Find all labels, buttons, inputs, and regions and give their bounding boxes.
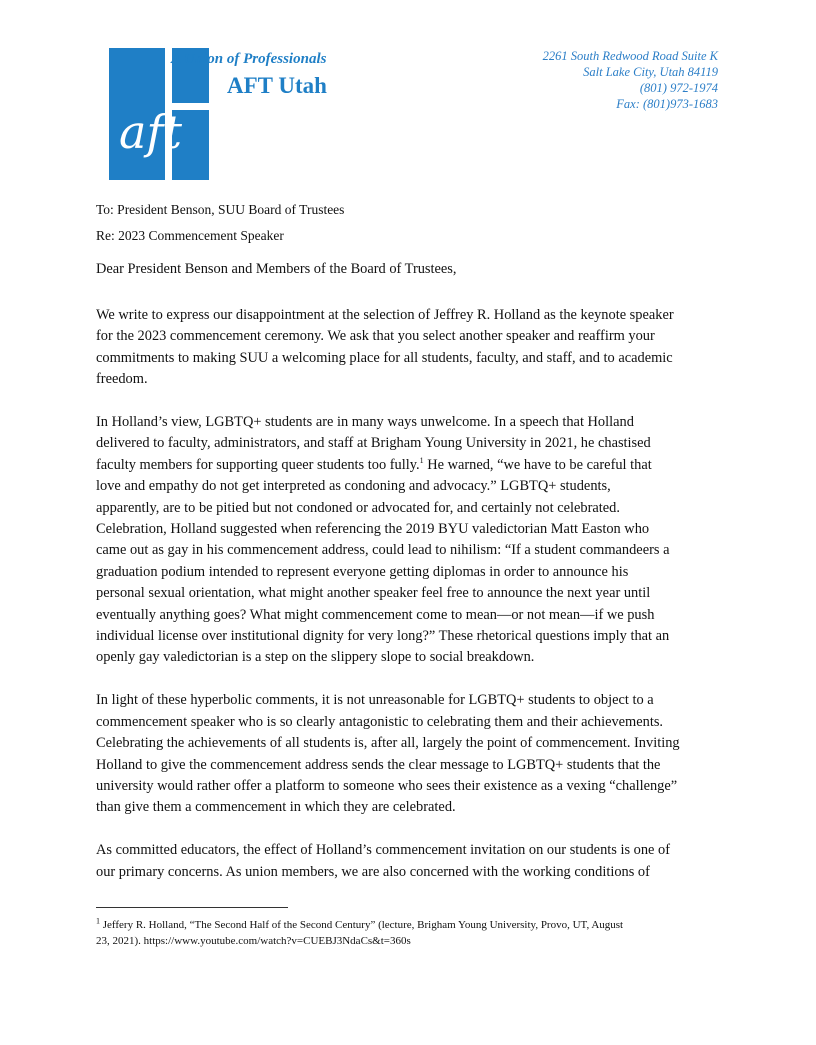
footnote-text: Jeffery R. Holland, “The Second Half of the Second Century” (lecture, Brigham Young University, Provo, UT, August: [100, 919, 624, 931]
paragraph-line: In Holland’s view, LGBTQ+ students are in many ways unwelcome. In a speech that Holland: [96, 414, 634, 431]
logo-mark: aft: [119, 105, 182, 159]
letterhead-address: [543, 48, 718, 112]
paragraph-line: freedom.: [96, 371, 148, 388]
footnote-reference[interactable]: 1: [419, 456, 424, 466]
footnote-marker: 1: [96, 916, 100, 926]
letter-body: [96, 305, 720, 904]
paragraph-line: commencement speaker who is so clearly antagonistic to celebrating them and their achievements.: [96, 713, 664, 730]
paragraph-line: apparently, are to be pitied but not condoned or advocated for, and certainly not celebrated.: [96, 499, 620, 516]
paragraph-line: university would rather offer a platform to someone who sees their existence as a vexing “challenge”: [96, 777, 678, 794]
paragraph-line: came out as gay in his commencement address, could lead to nihilism: “If a student commandeers a: [96, 542, 670, 559]
footnote-url[interactable]: 23, 2021). https://www.youtube.com/watch?v=CUEBJ3NdaCs&t=360s: [96, 934, 411, 947]
paragraph-line: our primary concerns. As union members, we are also concerned with the working conditions of: [96, 863, 650, 880]
line-text: He warned, “we have to be careful that: [423, 456, 652, 473]
paragraph-line: for the 2023 commencement ceremony. We ask that you select another speaker and reaffirm your: [96, 328, 655, 345]
paragraph-line: commitments to making SUU a welcoming place for all students, faculty, and staff, and to academic: [96, 349, 673, 366]
paragraph-line: love and empathy do not get interpreted as condoning and advocacy.” LGBTQ+ students,: [96, 478, 611, 495]
paragraph-4: [96, 840, 720, 883]
address-fax: Fax: (801)973-1683: [616, 97, 718, 111]
paragraph-line: Celebrating the achievements of all students is, after all, largely the point of commencement. Inviting: [96, 735, 680, 752]
logo-org-name: AFT Utah: [227, 73, 327, 98]
paragraph-line: We write to express our disappointment at the selection of Jeffrey R. Holland as the keynote speaker: [96, 307, 674, 323]
paragraph-line: In light of these hyperbolic comments, it is not unreasonable for LGBTQ+ students to object to a: [96, 692, 654, 709]
footnote: [96, 918, 720, 949]
paragraph-line: [96, 455, 720, 476]
paragraph-line: openly gay valedictorian is a step on the slippery slope to social breakdown.: [96, 649, 535, 666]
footnote-line: [96, 934, 720, 950]
paragraph-line: As committed educators, the effect of Holland’s commencement invitation on our students is one of: [96, 842, 671, 859]
paragraph-2: [96, 412, 720, 669]
re-line: Re: 2023 Commencement Speaker: [96, 228, 284, 243]
paragraph-line: delivered to faculty, administrators, and staff at Brigham Young University in 2021, he chastised: [96, 435, 651, 452]
salutation: Dear President Benson and Members of the Board of Trustees,: [96, 261, 457, 277]
paragraph-line: Holland to give the commencement address sends the clear message to LGBTQ+ students that the: [96, 756, 661, 773]
paragraph-line: than give them a commencement in which they are celebrated.: [96, 799, 456, 816]
aft-utah-logo: [109, 48, 349, 180]
footnote-line: [96, 918, 720, 934]
paragraph-line: eventually anything goes? What might commencement come to mean—or not mean—if we push: [96, 606, 655, 623]
address-street: 2261 South Redwood Road Suite K: [542, 49, 718, 63]
footnote-separator: [96, 907, 288, 908]
line-text: faculty members for supporting queer students too fully.: [96, 456, 420, 473]
address-city: Salt Lake City, Utah 84119: [583, 65, 718, 79]
address-phone: (801) 972-1974: [639, 81, 718, 95]
paragraph-line: graduation podium intended to represent everyone getting diplomas in order to announce his: [96, 563, 629, 580]
logo-tagline: A Union of Professionals: [171, 51, 327, 67]
paragraph-line: personal sexual orientation, what might another speaker feel free to announce the next year until: [96, 585, 651, 602]
paragraph-line: individual license over institutional dignity for very long?” These rhetorical questions imply that an: [96, 628, 670, 645]
paragraph-1: [96, 305, 720, 391]
paragraph-3: [96, 690, 720, 818]
paragraph-line: Celebration, Holland suggested when referencing the 2019 BYU valedictorian Matt Easton who: [96, 521, 650, 538]
to-line: To: President Benson, SUU Board of Trustees: [96, 202, 345, 217]
